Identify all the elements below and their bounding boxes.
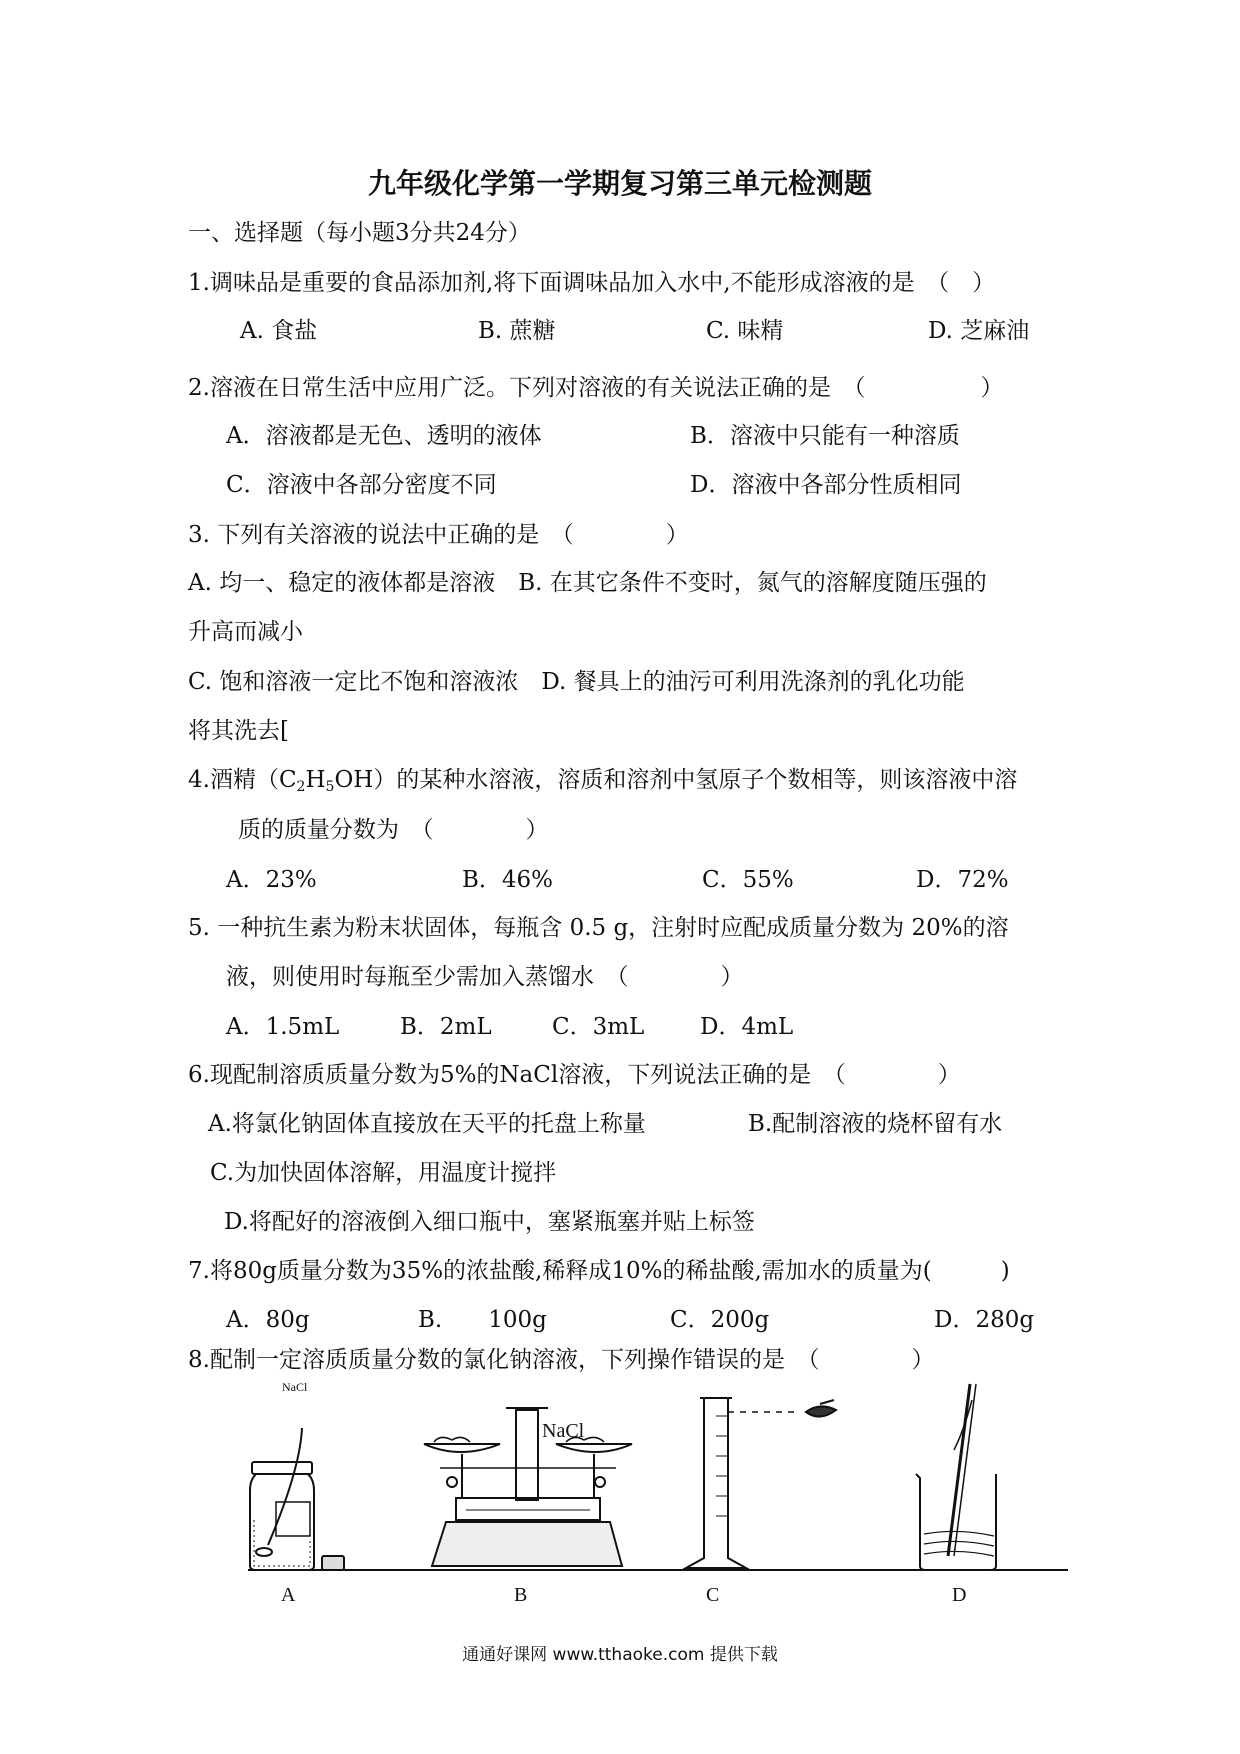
question-4-stem-mid: H xyxy=(305,767,326,793)
question-3-line-4: 将其洗去[ xyxy=(188,718,289,744)
reagent-bottle-with-spoon xyxy=(250,1428,314,1570)
question-5-option-c: C．3mL xyxy=(552,1014,645,1040)
question-4-option-a: A．23% xyxy=(226,867,317,893)
beaker-with-thermometer xyxy=(916,1384,996,1570)
balance xyxy=(424,1408,632,1566)
figure-label-a: A xyxy=(281,1584,296,1606)
balance-label: NaCl xyxy=(542,1420,585,1442)
question-7-option-c: C．200g xyxy=(670,1307,770,1333)
question-1-option-b: B. 蔗糖 xyxy=(478,318,556,344)
lab-operations-figure xyxy=(0,1370,1240,1620)
figure-label-d: D xyxy=(952,1584,967,1606)
question-6-option-a: A.将氯化钠固体直接放在天平的托盘上称量 xyxy=(208,1111,646,1137)
question-2-option-c: C．溶液中各部分密度不同 xyxy=(226,472,497,498)
question-5-option-a: A．1.5mL xyxy=(226,1014,340,1040)
question-3-line-1: A. 均一、稳定的液体都是溶液 B. 在其它条件不变时，氮气的溶解度随压强的 xyxy=(188,570,987,596)
question-3-line-3: C. 饱和溶液一定比不饱和溶液浓 D. 餐具上的油污可利用洗涤剂的乳化功能 xyxy=(188,669,965,695)
question-2-option-b: B．溶液中只能有一种溶质 xyxy=(690,423,960,449)
question-2-option-d: D．溶液中各部分性质相同 xyxy=(690,472,962,498)
subscript-2: 2 xyxy=(296,779,306,795)
question-1-option-d: D. 芝麻油 xyxy=(928,318,1030,344)
question-5-line-1: 5. 一种抗生素为粉末状固体，每瓶含 0.5 g，注射时应配成质量分数为 20%的溶 xyxy=(188,915,1009,941)
question-1-option-a: A. 食盐 xyxy=(240,318,318,344)
graduated-cylinder xyxy=(686,1398,800,1568)
question-1-option-c: C. 味精 xyxy=(706,318,784,344)
question-6-option-b: B.配制溶液的烧杯留有水 xyxy=(748,1111,1003,1137)
question-7-option-d: D．280g xyxy=(934,1307,1035,1333)
question-4-line-2: 质的质量分数为 （ ） xyxy=(238,817,549,843)
question-5-option-d: D．4mL xyxy=(700,1014,794,1040)
question-1-stem: 1.调味品是重要的食品添加剂,将下面调味品加入水中,不能形成溶液的是 （ ） xyxy=(188,270,996,296)
question-3-stem: 3. 下列有关溶液的说法中正确的是 （ ） xyxy=(188,522,689,548)
question-7-option-a: A．80g xyxy=(226,1307,310,1333)
section-heading: 一、选择题（每小题3分共24分） xyxy=(188,220,531,246)
question-4-stem-post: OH）的某种水溶液，溶质和溶剂中氢原子个数相等，则该溶液中溶 xyxy=(334,767,1018,793)
question-4-option-c: C．55% xyxy=(702,867,794,893)
question-3-line-2: 升高而减小 xyxy=(188,619,303,645)
question-7-option-b: B. 100g xyxy=(418,1307,547,1333)
question-6-option-d: D.将配好的溶液倒入细口瓶中，塞紧瓶塞并贴上标签 xyxy=(224,1209,755,1235)
question-8-stem: 8.配制一定溶质质量分数的氯化钠溶液，下列操作错误的是 （ ） xyxy=(188,1347,935,1373)
question-4-stem-pre: 4.酒精（C xyxy=(188,767,297,793)
question-6-stem: 6.现配制溶质质量分数为5%的NaCl溶液，下列说法正确的是 （ ） xyxy=(188,1062,961,1088)
figure-label-b: B xyxy=(514,1584,528,1606)
footer-source: 通通好课网 www.tthaoke.com 提供下载 xyxy=(462,1645,778,1665)
eye-icon xyxy=(806,1400,836,1417)
question-5-option-b: B．2mL xyxy=(400,1014,492,1040)
question-4-stem xyxy=(188,765,1017,795)
question-2-option-a: A．溶液都是无色、透明的液体 xyxy=(226,423,542,449)
question-2-stem: 2.溶液在日常生活中应用广泛。下列对溶液的有关说法正确的是 （ ） xyxy=(188,375,1004,401)
page-title: 九年级化学第一学期复习第三单元检测题 xyxy=(367,167,872,200)
question-5-line-2: 液，则使用时每瓶至少需加入蒸馏水 （ ） xyxy=(226,964,744,990)
figure-label-c: C xyxy=(706,1584,720,1606)
bottle-label: NaCl xyxy=(282,1380,308,1394)
question-4-option-b: B．46% xyxy=(462,867,554,893)
question-4-option-d: D．72% xyxy=(916,867,1009,893)
bottle-stopper xyxy=(322,1556,344,1570)
question-7-stem: 7.将80g质量分数为35%的浓盐酸,稀释成10%的稀盐酸,需加水的质量为( ) xyxy=(188,1258,1010,1284)
subscript-5: 5 xyxy=(325,779,335,795)
question-6-option-c: C.为加快固体溶解，用温度计搅拌 xyxy=(210,1160,557,1186)
